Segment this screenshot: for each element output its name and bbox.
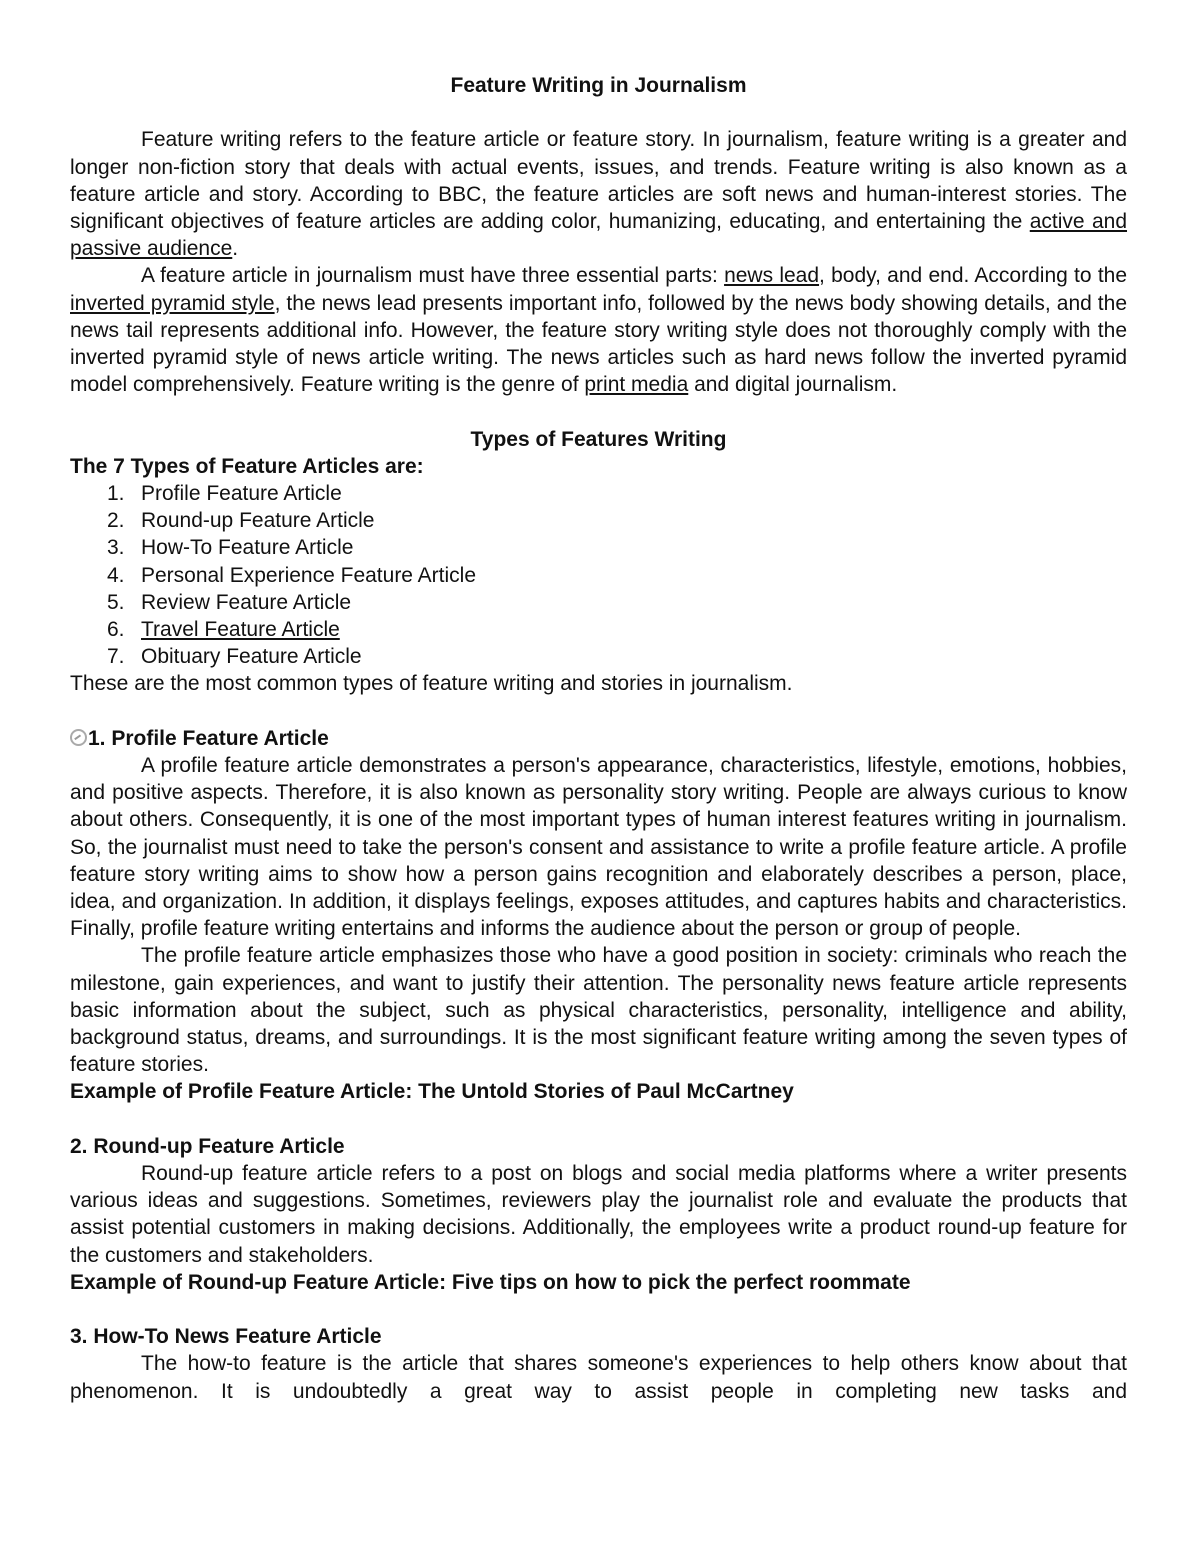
list-number: 6.: [107, 618, 125, 642]
list-number: 3.: [107, 536, 125, 560]
intro-paragraph-1: [70, 126, 1127, 262]
section2-paragraph-1: Round-up feature article refers to a post on blogs and social media platforms where a writer presents various ideas and suggestions. Sometimes, reviewers play the journalist role and evaluate the products that assist potential customers in making decisions. Additionally, the employees write a product round-up feature for the customers and stakeholders.: [70, 1162, 1127, 1267]
list-label: Obituary Feature Article: [141, 645, 362, 669]
text: , the news lead presents important info, followed by the news body showing details, and the news tail represents additional info. However, the feature story writing style does not thoroughly comply with the inverted pyramid style of news article writing. The news articles such as hard news follow the inverted pyramid model comprehensively. Feature writing is the genre of: [70, 291, 1128, 397]
section1-paragraph-1: A profile feature article demonstrates a person's appearance, characteristics, lifestyle, emotions, hobbies, and positive aspects. Therefore, it is also known as personality story writing. People are always curious to know about others. Consequently, it is one of the most important types of human interest features writing in journalism. So, the journalist must need to take the person's consent and assistance to write a profile feature article. A profile feature story writing aims to show how a person gains recognition and elaborately describes a person, place, idea, and organization. In addition, it displays feelings, exposes attitudes, and captures habits and characteristics. Finally, profile feature writing entertains and informs the audience about the person or group of people.: [70, 754, 1127, 941]
text: and digital journalism.: [688, 373, 898, 397]
section2-example: Example of Round-up Feature Article: Five tips on how to pick the perfect roommate: [70, 1270, 911, 1294]
list-item: [70, 643, 1127, 670]
list-label: Profile Feature Article: [141, 482, 342, 506]
section3-paragraph-1: The how-to feature is the article that shares someone's experiences to help others know about that phenomenon. It is undoubtedly a great way to assist people in completing new tasks and: [70, 1352, 1127, 1403]
section3-heading: 3. How-To News Feature Article: [70, 1325, 382, 1349]
list-number: 2.: [107, 509, 125, 533]
section1-example: Example of Profile Feature Article: The Untold Stories of Paul McCartney: [70, 1080, 794, 1104]
list-label: Round-up Feature Article: [141, 509, 375, 533]
intro-paragraph-2: [70, 262, 1127, 398]
text: .: [232, 237, 239, 261]
text: Feature writing refers to the feature article or feature story. In journalism, feature writing is a greater and longer non-fiction story that deals with actual events, issues, and trends. Feature writing is also known as a feature article and story. According to BBC, the feature articles are soft news and human-interest stories. The significant objectives of feature articles are adding color, humanizing, educating, and entertaining the: [70, 128, 1127, 233]
link-print-media[interactable]: print media: [584, 373, 689, 397]
list-item: [70, 616, 1127, 643]
list-item: [70, 534, 1127, 561]
types-heading: Types of Features Writing: [470, 427, 727, 451]
list-number: 1.: [107, 482, 125, 506]
list-number: 4.: [107, 563, 125, 587]
list-item: [70, 480, 1127, 507]
list-item: [70, 507, 1127, 534]
text: A feature article in journalism must have three essential parts:: [141, 264, 725, 288]
document-title: Feature Writing in Journalism: [450, 74, 747, 97]
list-number: 5.: [107, 590, 125, 614]
list-number: 7.: [107, 645, 125, 669]
document-page: [70, 72, 1127, 1405]
types-subheading: The 7 Types of Feature Articles are:: [70, 454, 424, 478]
list-label: Personal Experience Feature Article: [141, 563, 477, 587]
text: , body, and end. According to the: [819, 264, 1128, 288]
list-item: [70, 562, 1127, 589]
link-news-lead[interactable]: news lead: [724, 264, 820, 288]
section1-paragraph-2: The profile feature article emphasizes those who have a good position in society: criminals who reach the milestone, gain experiences, and want to justify their attention. The personality news feature article represents basic information about the subject, such as physical characteristics, personality, intelligence and ability, background status, dreams, and surroundings. It is the most significant feature writing among the seven types of feature stories.: [70, 944, 1127, 1077]
section1-heading-row: [70, 725, 1127, 752]
section1-heading: 1. Profile Feature Article: [88, 726, 329, 750]
section2-heading: 2. Round-up Feature Article: [70, 1134, 345, 1158]
link-active-passive-audience[interactable]: active and passive audience: [70, 210, 1128, 261]
list-item: [70, 589, 1127, 616]
list-label: How-To Feature Article: [141, 536, 354, 560]
list-label: Review Feature Article: [141, 590, 352, 614]
link-anchor-icon[interactable]: [70, 729, 87, 746]
types-list: [70, 480, 1127, 670]
link-inverted-pyramid[interactable]: inverted pyramid style: [70, 291, 275, 315]
types-closing: These are the most common types of feature writing and stories in journalism.: [70, 672, 793, 696]
link-travel-feature[interactable]: Travel Feature Article: [141, 618, 340, 642]
